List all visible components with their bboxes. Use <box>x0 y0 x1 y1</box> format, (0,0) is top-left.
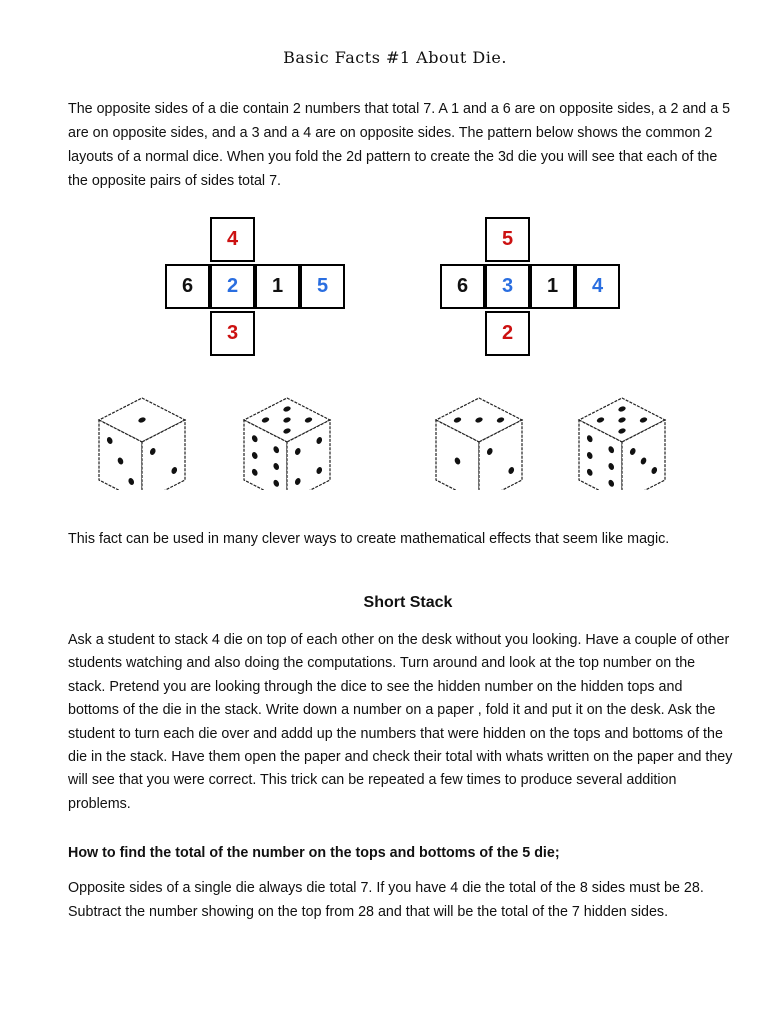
method-subheading: How to find the total of the number on the tops and bottoms of the 5 die; <box>68 845 560 861</box>
die-4 <box>579 398 665 490</box>
die-2 <box>244 398 330 490</box>
net1-bottom-face: 3 <box>210 311 255 356</box>
net1-right-face: 1 <box>255 264 300 309</box>
net2-far-right-face: 4 <box>575 264 620 309</box>
net2-center-face: 3 <box>485 264 530 309</box>
net2-right-face: 1 <box>530 264 575 309</box>
die-1 <box>99 398 185 490</box>
net1-left-face: 6 <box>165 264 210 309</box>
section-heading: Short Stack <box>363 594 453 611</box>
short-stack-paragraph: Ask a student to stack 4 die on top of each other on the desk without you looking. Have a couple of other students watching and also doing the computations. Turn around and look at the top number on the stack. Pretend you are looking through the dice to see the hidden number on the hidden tops and bottoms of the die in the stack. Write down a number on a paper , fold it and put it on the desk. Ask the student to turn each die over and addd up the numbers that were hidden on the tops and bottoms of the die in the stack. Have them open the paper and check their total with whats written on the paper and they will see that you were correct. This trick can be repeated a few times to produce several addition problems. <box>68 632 733 812</box>
net2-left-face: 6 <box>440 264 485 309</box>
page-title: Basic Facts #1 About Die. <box>283 48 507 67</box>
net2-bottom-face: 2 <box>485 311 530 356</box>
net2-top-face: 5 <box>485 217 530 262</box>
dice-illustrations <box>0 380 768 490</box>
method-paragraph: Opposite sides of a single die always die total 7. If you have 4 die the total of the 8 sides must be 28. Subtract the number showing on the top from 28 and that will be the total of the 7 hidden sides. <box>68 880 704 920</box>
magic-paragraph: This fact can be used in many clever ways to create mathematical effects that seem like magic. <box>68 531 670 547</box>
intro-paragraph: The opposite sides of a die contain 2 numbers that total 7. A 1 and a 6 are on opposite sides, a 2 and a 5 are on opposite sides, and a 3 and a 4 are on opposite sides. The pattern below shows the common 2 layouts of a normal dice. When you fold the 2d pattern to create the 3d die you will see that each of the the opposite pairs of sides total 7. <box>68 101 731 189</box>
net1-top-face: 4 <box>210 217 255 262</box>
die-3 <box>436 398 522 490</box>
net1-center-face: 2 <box>210 264 255 309</box>
net1-far-right-face: 5 <box>300 264 345 309</box>
